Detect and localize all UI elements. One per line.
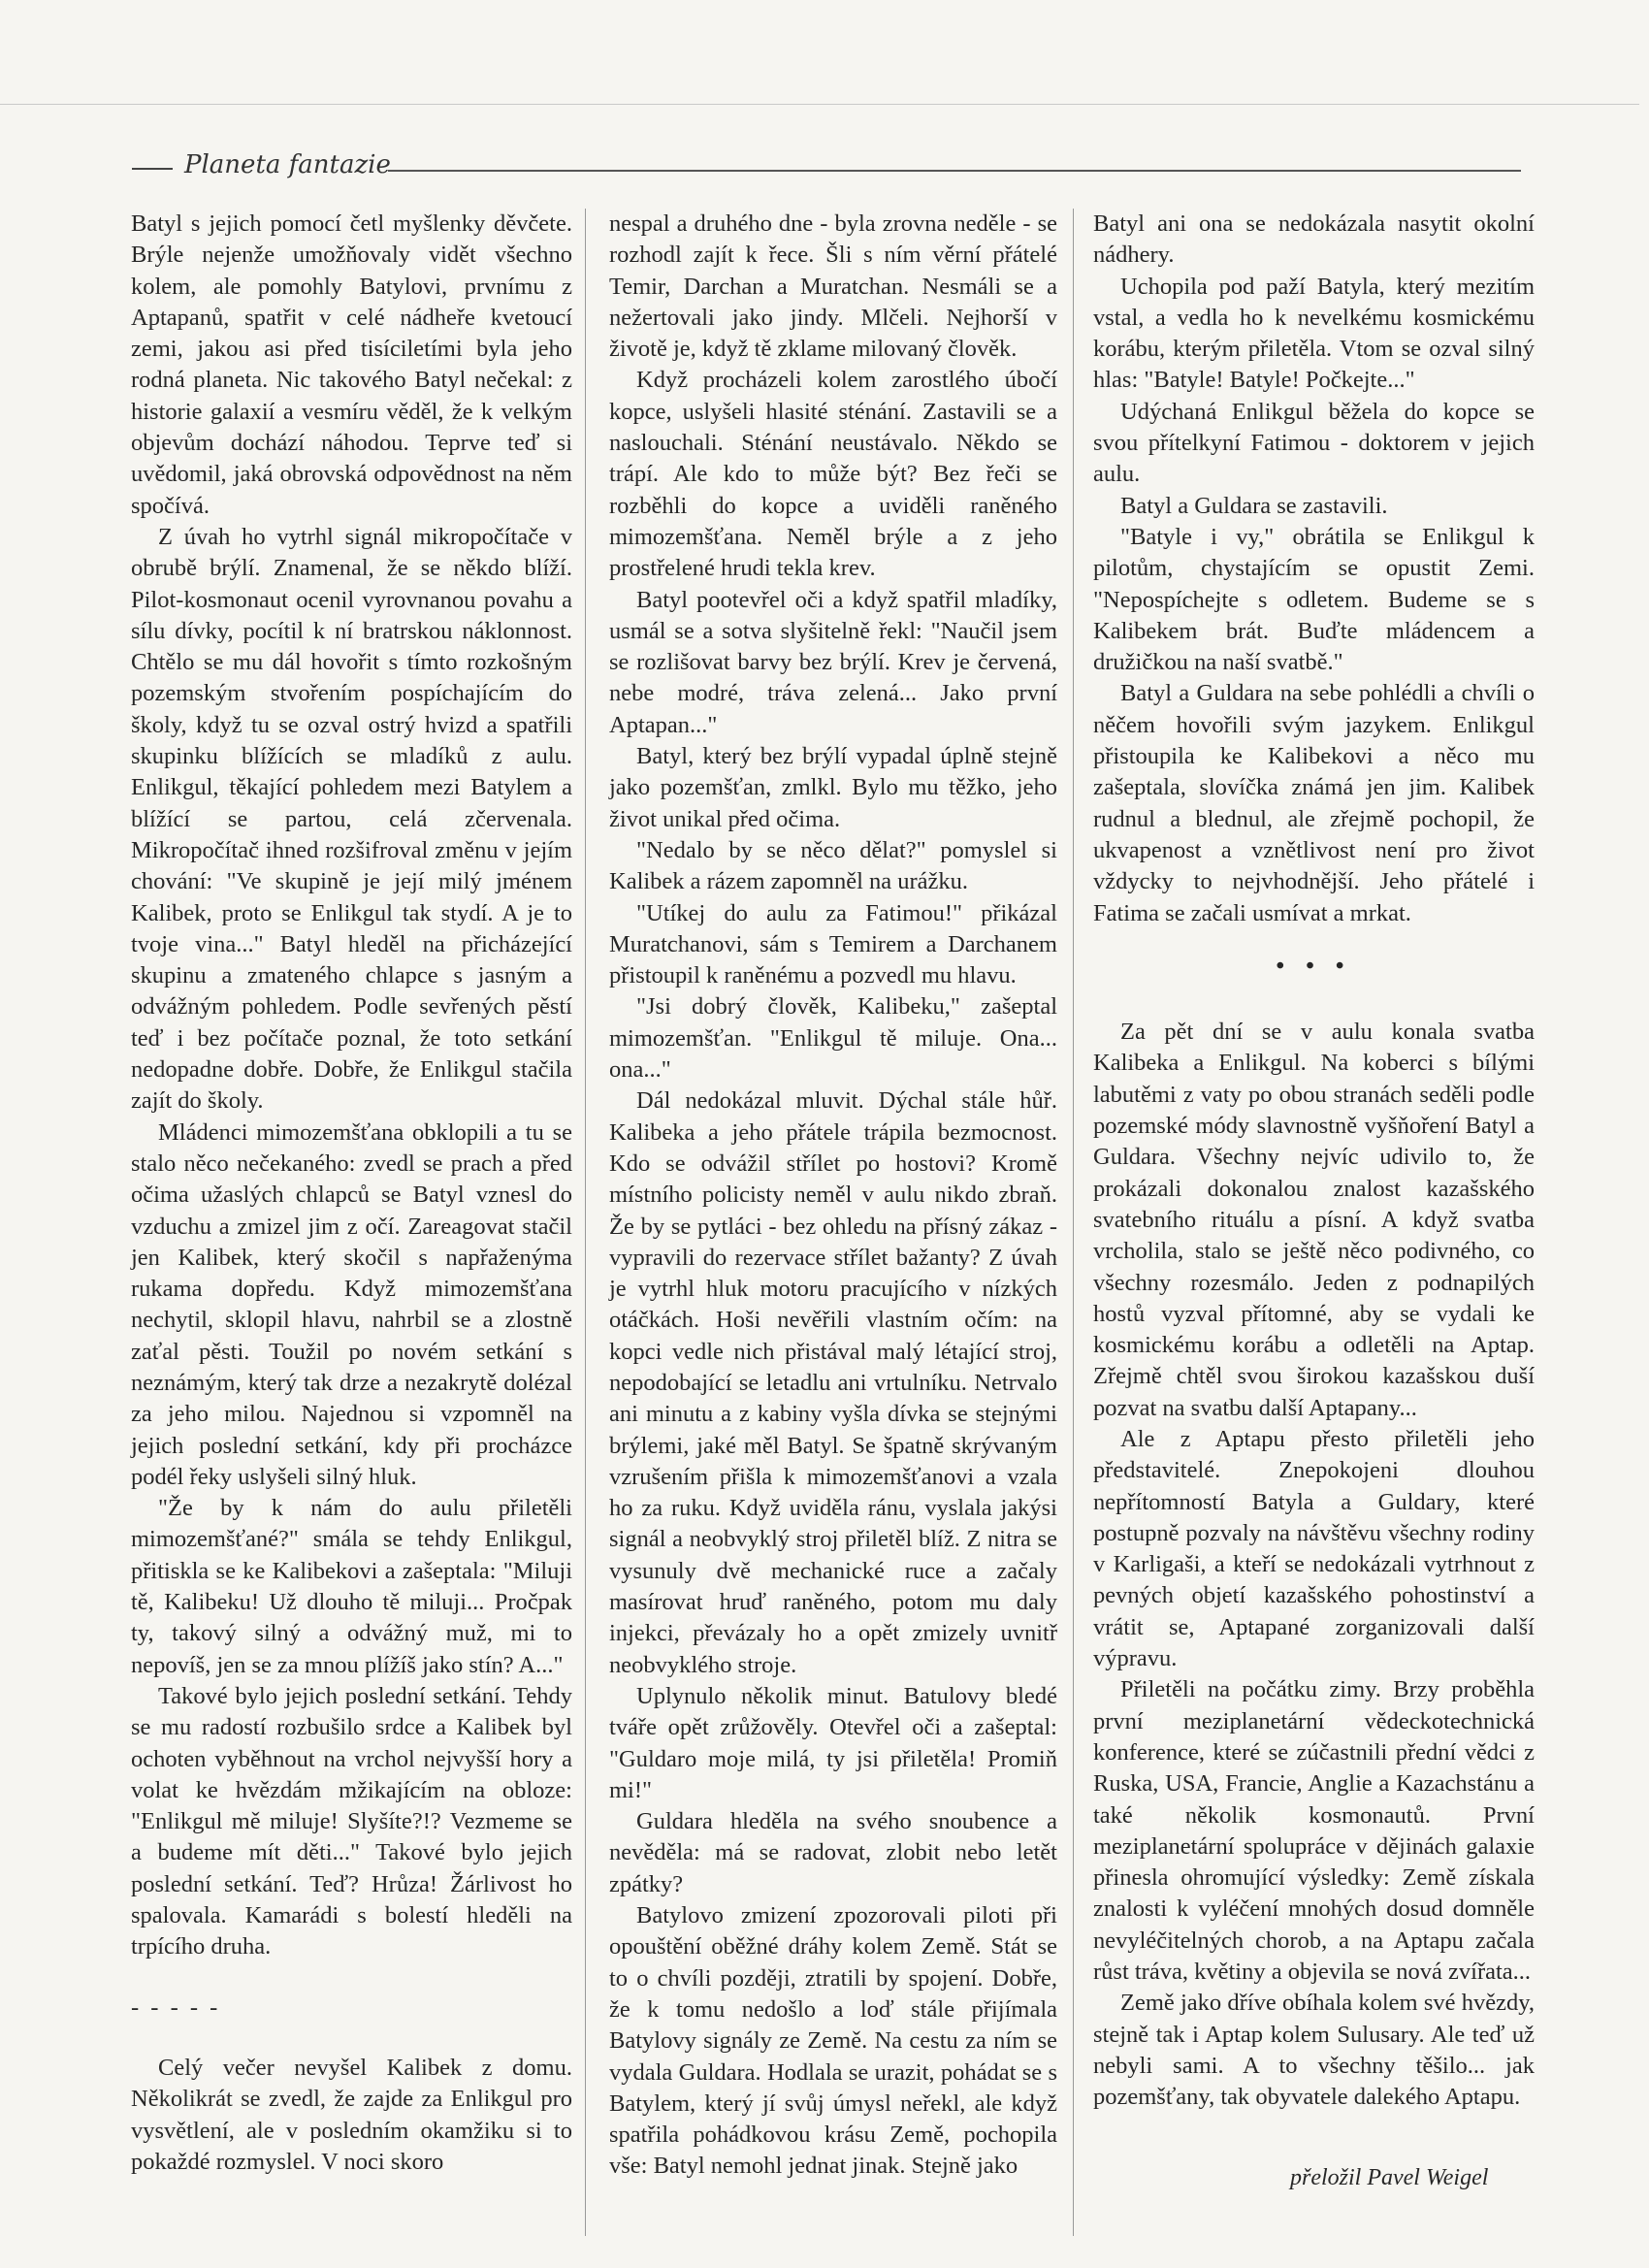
paragraph: Celý večer nevyšel Kalibek z domu. Několikrát se zvedl, že zajde za Enlikgul pro vysvětlení, ale v posledním okamžiku si to pokaždé rozmyslel. V noci skoro [131,2054,572,2175]
paragraph: Batyl a Guldara na sebe pohlédli a chvíli o něčem hovořili svým jazykem. Enlikgul přistoupila ke Kalibekovi a něco mu zašeptala, slovíčka známá jen jim. Kalibek rudnul a blednul, ale zřejmě pochopil, že ukvapenost a vznětlivost není pro život vždycky to nejvhodnější. Jeho přátelé i Fatima se začali usmívat a mrkat. [1093,680,1535,926]
paragraph: Batylovo zmizení zpozorovali piloti při opouštění oběžné dráhy kolem Země. Stát se to o chvíli později, ztratili by spojení. Dobře, že k tomu nedošlo a loď stále přijímala Batylovy signály ze Země. Na cestu za ním se vydala Guldara. Hodlala se urazit, pohádat se s Batylem, který jí svůj úmysl neřekl, ale když spatřila pohádkovou krásu Země, pochopila vše: Batyl nemohl jednat jinak. Stejně jako [609,1902,1057,2180]
paragraph: "Nedalo by se něco dělat?" pomyslel si Kalibek a rázem zapomněl na urážku. [609,836,1057,895]
header-dash [132,168,173,170]
paragraph: Země jako dříve obíhala kolem své hvězdy, stejně tak i Aptap kolem Sulusary. Ale teď už nebyli sami. A to všechny těšilo... jak pozemšťany, tak obyvatele dalekého Aptapu. [1093,1990,1535,2111]
text-column-1 [131,209,572,2178]
paragraph: "Batyle i vy," obrátila se Enlikgul k pilotům, chystajícím se opustit Zemi. "Nepospíchejte s odletem. Budeme se s Kalibekem brát. Buďte mládencem a družičkou na naší svatbě." [1093,523,1535,676]
header-title: Planeta fantazie [184,150,391,179]
section-separator: - - - - - [131,1993,221,2021]
paragraph: Batyl ani ona se nedokázala nasytit okolní nádhery. [1093,211,1535,269]
column-divider [585,209,586,2236]
paragraph: Batyl pootevřel oči a když spatřil mladíky, usmál se a sotva slyšitelně řekl: "Naučil jsem se rozlišovat barvy bez brýlí. Krev je červená, nebe modré, tráva zelená... Jako první Aptapan..." [609,586,1057,738]
paragraph: nespal a druhého dne - byla zrovna neděle - se rozhodl zajít k řece. Šli s ním věrní přátelé Temir, Darchan a Muratchan. Nesmáli se a nežertovali jako jindy. Mlčeli. Nejhorší v životě je, když tě zklame milovaný člověk. [609,211,1057,363]
paragraph: Udýchaná Enlikgul běžela do kopce se svou přítelkyní Fatimou - doktorem v jejich aulu. [1093,398,1535,488]
paragraph: Uchopila pod paží Batyla, který mezitím vstal, a vedla ho k nevelkému kosmickému korábu, kterým přiletěla. Vtom se ozval silný hlas: "Batyle! Batyle! Počkejte..." [1093,273,1535,394]
paragraph: Mládenci mimozemšťana obklopili a tu se stalo něco nečekaného: zvedl se prach a před očima užaslých chlapců se Batyl vznesl do vzduchu a zmizel jim z očí. Zareagovat stačil jen Kalibek, který skočil s napřaženýma rukama dopředu. Když mimozemšťana nechytil, sklopil hlavu, nahrbil se a zlostně zaťal pěsti. Toužil po novém setkání s neznámým, který tak drze a nezakrytě dolézal za jeho milou. Najednou si vzpomněl na jejich poslední setkání, kdy při procházce podél řeky uslyšeli silný hluk. [131,1118,572,1490]
paragraph: Uplynulo několik minut. Batulovy bledé tváře opět zrůžověly. Otevřel oči a zašeptal: "Guldaro moje milá, ty jsi přiletěla! Promiň mi!" [609,1682,1057,1803]
paragraph: Guldara hleděla na svého snoubence a nevěděla: má se radovat, zlobit nebo letět zpátky? [609,1808,1057,1897]
paragraph: Z úvah ho vytrhl signál mikropočítače v obrubě brýlí. Znamenal, že se někdo blíží. Pilot-kosmonaut ocenil vyrovnanou povahu a sílu dívky, pocítil k ní bratrskou náklonnost. Chtělo se mu dál hovořit s tímto rozkošným pozemským stvořením pospíchajícím do školy, když tu se ozval ostrý hvizd a spatřili skupinku blížících se mladíků z aulu. Enlikgul, těkající pohledem mezi Batylem a blížící se partou, celá zčervenala. Mikropočítač ihned rozšifroval změnu v jejím chování: "Ve skupině je její milý jménem Kalibek, proto se Enlikgul tak stydí. A je to tvoje vina..." Batyl hleděl na přicházející skupinu a zmateného chlapce s jasným a odvážným pohledem. Podle sevřených pěstí teď i bez počítače poznal, že toto setkání nedopadne dobře. Dobře, že Enlikgul stačila zajít do školy. [131,523,572,1115]
text-column-3 [1093,209,1535,2114]
text-column-2 [609,209,1057,2183]
paragraph: Batyl s jejich pomocí četl myšlenky děvčete. Brýle nejenže umožňovaly vidět všechno kolem, ale pomohly Batylovi, prvnímu z Aptapanů, spatřit v celé nádheře kvetoucí zemi, jakou asi před tisíciletími byla jeho rodná planeta. Nic takového Batyl nečekal: z historie galaxií a vesmíru věděl, že k velkým objevům dochází náhodou. Teprve teď si uvědomil, jaká obrovská odpovědnost na něm spočívá. [131,211,572,519]
paragraph: Batyl, který bez brýlí vypadal úplně stejně jako pozemšťan, zmlkl. Bylo mu těžko, jeho život unikal před očima. [609,743,1057,832]
paragraph: Za pět dní se v aulu konala svatba Kalibeka a Enlikgul. Na koberci s bílými labutěmi z vaty po obou stranách seděli podle pozemské módy slavnostně vyšňoření Batyl a Guldara. Všechny nejvíc udivilo to, že prokázali dokonalou znalost kazašského svatebního rituálu a písní. A když svatba vrcholila, stalo se ještě něco podivného, co všechny rozesmálo. Jeden z podnapilých hostů vyzval přítomné, aby se vydali ke kosmickému korábu a odletěli na Aptap. Zřejmě chtěl svou širokou kazašskou duší pozvat na svatbu další Aptapany... [1093,1019,1535,1421]
paragraph: Takové bylo jejich poslední setkání. Tehdy se mu radostí rozbušilo srdce a Kalibek byl ochoten vyběhnout na vrchol nejvyšší hory a volat ke hvězdám mžikajícím na obloze: "Enlikgul mě miluje! Slyšíte?!? Vezmeme se a budeme mít děti..." Takové bylo jejich poslední setkání. Teď? Hrůza! Žárlivost ho spalovala. Kamarádi s bolestí hleděli na trpícího druha. [131,1682,572,1960]
section-separator-stars: • • • [1276,952,1352,979]
paragraph: Dál nedokázal mluvit. Dýchal stále hůř. Kalibeka a jeho přátele trápila bezmocnost. Kdo se odvážil střílet po hostovi? Kromě místního policisty neměl v aulu nikdo zbraň. Že by se pytláci - bez ohledu na přísný zákaz - vypravili do rezervace střílet bažanty? Z úvah je vytrhl hluk motoru pracujícího v nízkých otáčkách. Hoši nevěřili vlastním očím: na kopci vedle nich přistával malý létající stroj, nepodobající se letadlu ani vrtulníku. Netrvalo ani minutu a z kabiny vyšla dívka se stejnými brýlemi, jaké měl Batyl. Se špatně skrývaným vzrušením přišla k mimozemšťanovi a vzala ho za ruku. Když uviděla ránu, vyslala jakýsi signál a neobvyklý stroj přiletěl blíž. Z nitra se vysunuly dvě mechanické ruce a začaly masírovat hruď raněného, potom mu daly injekci, převázaly ho a opět zmizely uvnitř neobvyklého stroje. [609,1087,1057,1678]
paragraph: "Jsi dobrý člověk, Kalibeku," zašeptal mimozemšťan. "Enlikgul tě miluje. Ona... ona..." [609,993,1057,1084]
paragraph: Když procházeli kolem zarostlého úbočí kopce, uslyšeli hlasité sténání. Zastavili se a naslouchali. Sténání neustávalo. Někdo se trápí. Ale kdo to může být? Bez řeči se rozběhli do kopce a uviděli raněného mimozemšťana. Neměl brýle a z jeho prostřelené hrudi tekla krev. [609,367,1057,582]
paragraph: Přiletěli na počátku zimy. Brzy proběhla první meziplanetární vědeckotechnická konference, které se zúčastnili přední vědci z Ruska, USA, Francie, Anglie a Kazachstánu a také několik kosmonautů. První meziplanetární spolupráce v dějinách galaxie přinesla ohromující výsledky: Země získala znalosti k vyléčení mnohých dosud domněle nevyléčitelných chorob, a na Aptapu začala růst tráva, květiny a objevila se nová zvířata... [1093,1676,1535,1986]
page-top-rule [0,104,1639,105]
paragraph: Ale z Aptapu přesto přiletěli jeho představitelé. Znepokojeni dlouhou nepřítomností Batyla a Guldary, které postupně pozvaly na návštěvu všechny rodiny v Karligaši, a kteří se nedokázali vytrhnout z pevných objetí kazašského pohostinství a vrátit se, Aptapané zorganizovali další výpravu. [1093,1425,1535,1672]
paragraph: "Že by k nám do aulu přiletěli mimozemšťané?" smála se tehdy Enlikgul, přitiskla se ke Kalibekovi a zašeptala: "Miluji tě, Kalibeku! Už dlouho tě miluji... Pročpak ty, takový silný a odvážný muž, mi to nepovíš, jen se za mnou plížíš jako stín? A..." [131,1495,572,1678]
paragraph: "Utíkej do aulu za Fatimou!" přikázal Muratchanovi, sám s Temirem a Darchanem přistoupil k raněnému a pozvedl mu hlavu. [609,899,1057,989]
column-divider [1073,209,1074,2236]
paragraph: Batyl a Guldara se zastavili. [1120,492,1388,519]
header-rule [388,170,1521,172]
running-header [124,150,1521,189]
translator-credit: přeložil Pavel Weigel [1290,2165,1489,2190]
